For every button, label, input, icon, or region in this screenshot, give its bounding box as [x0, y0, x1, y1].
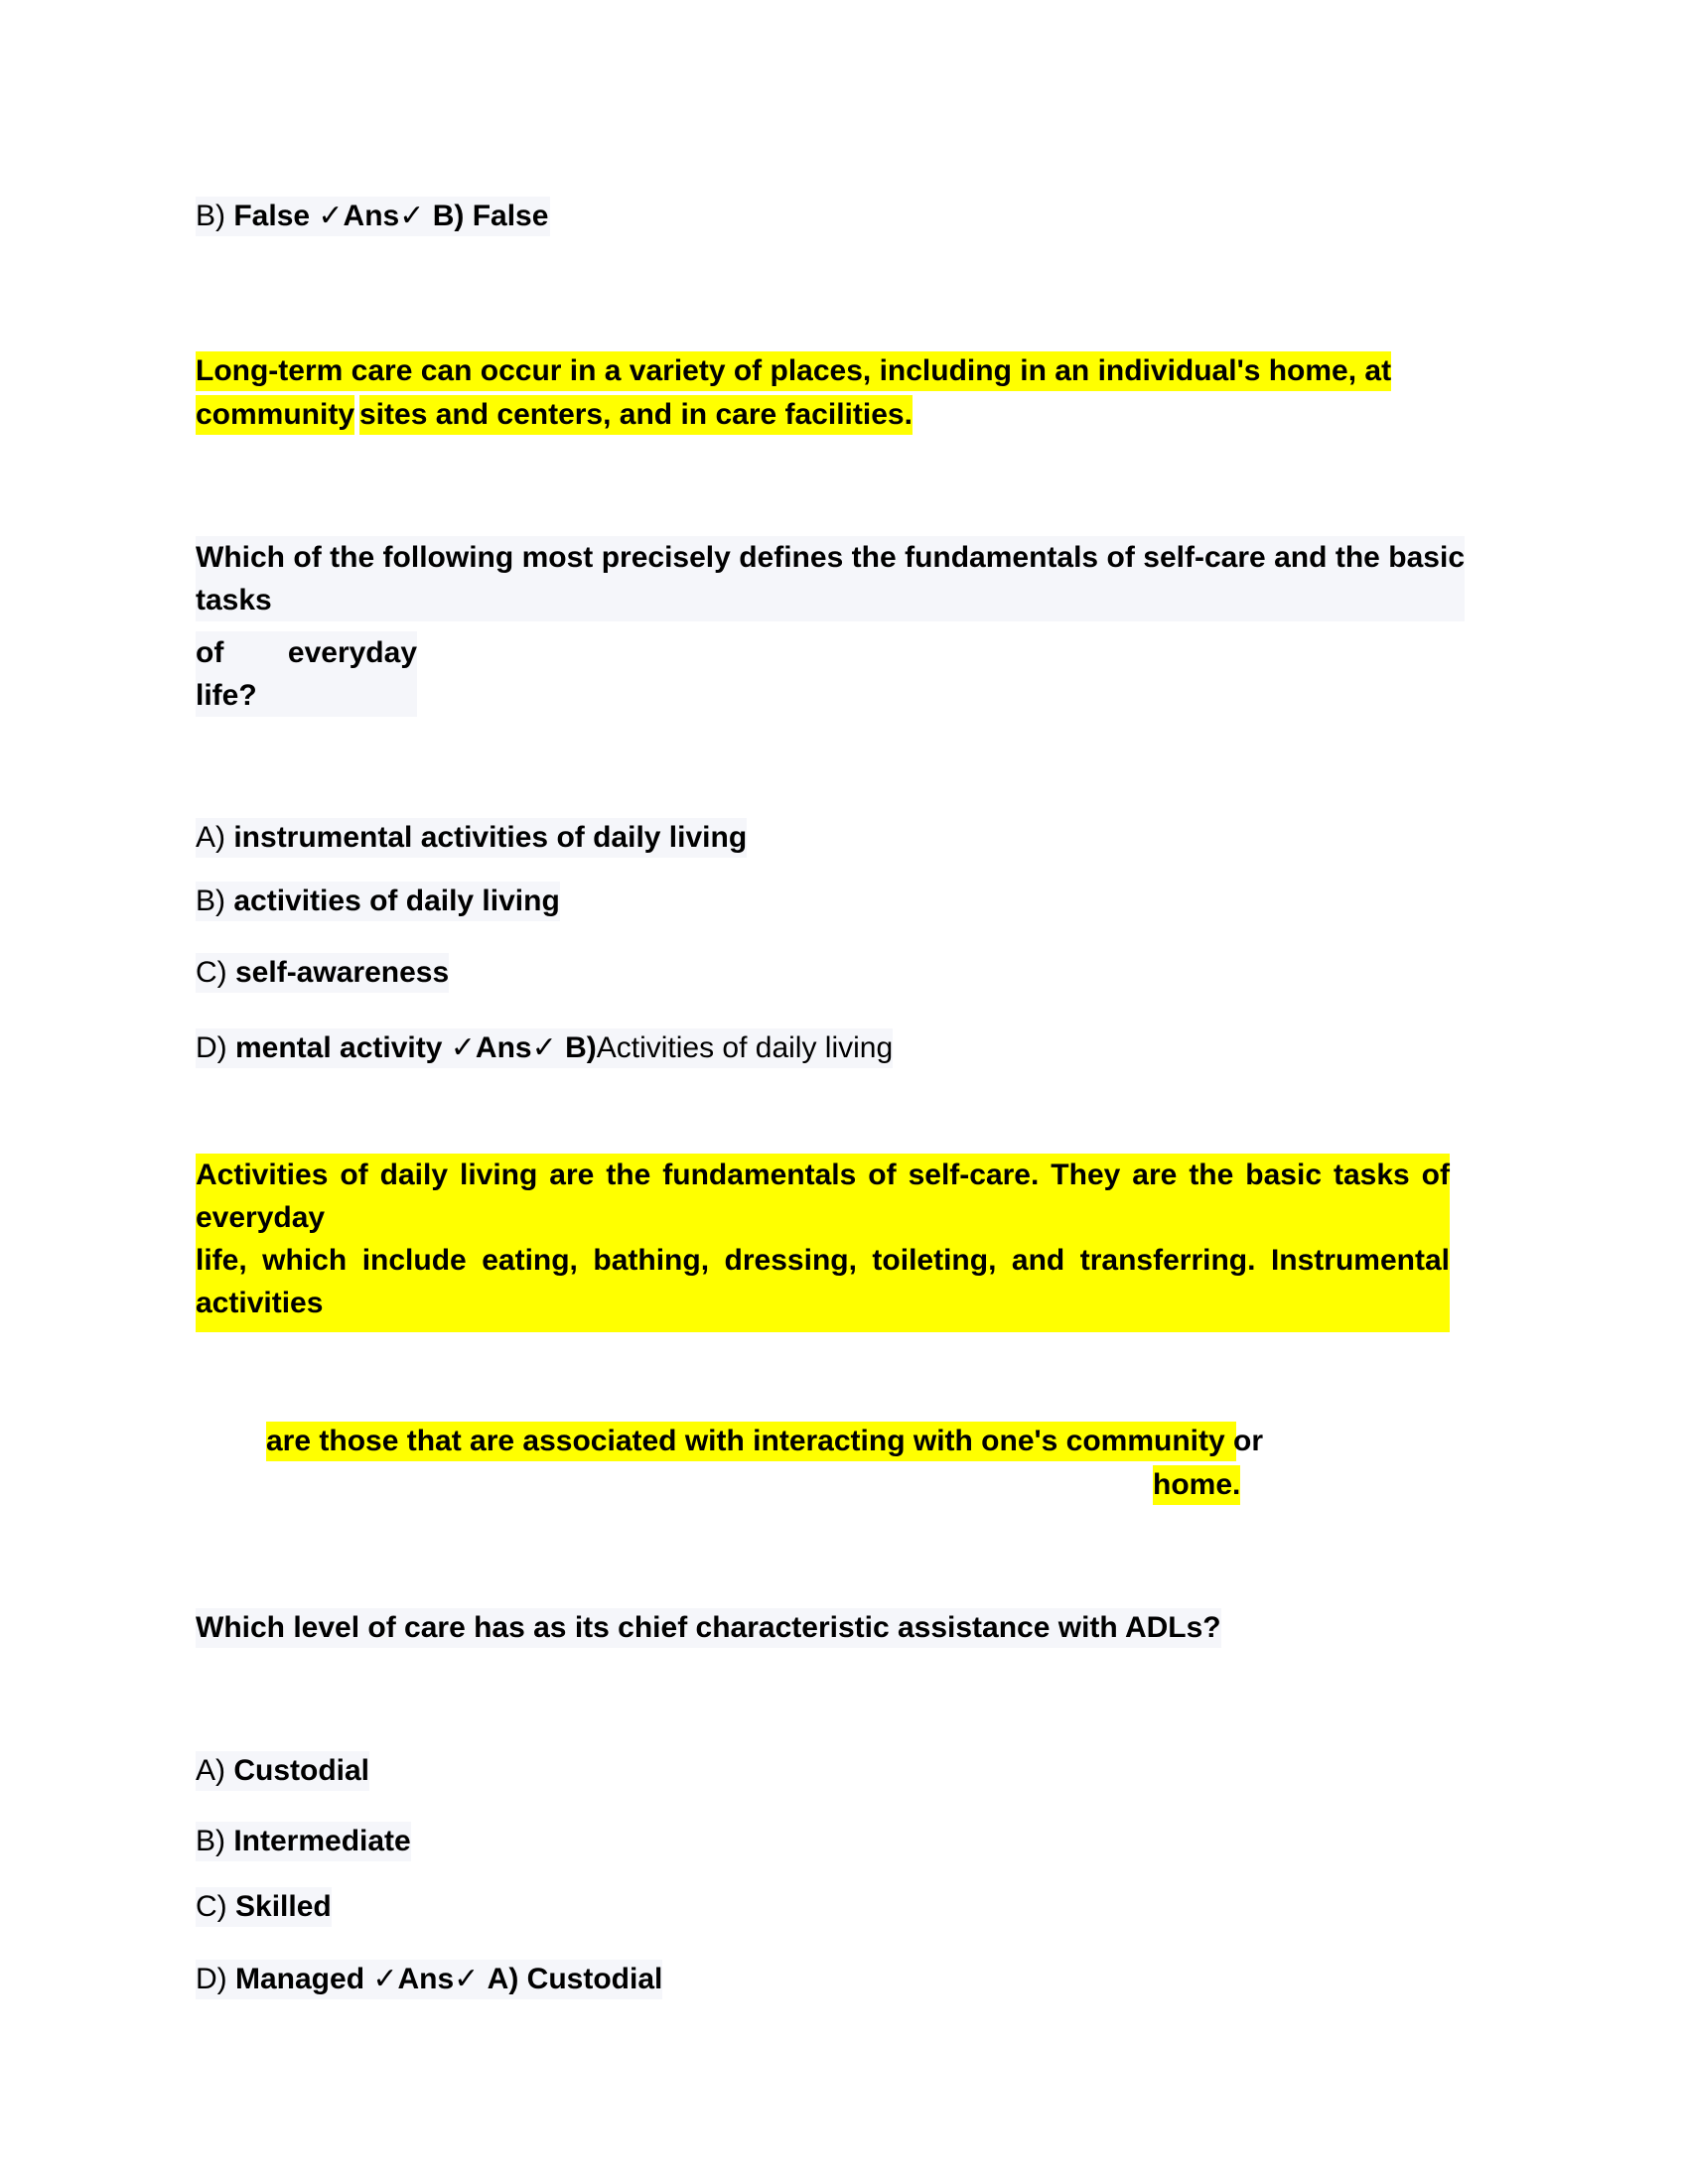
option-label: A) — [196, 821, 225, 854]
question-2-option-b[interactable] — [196, 1822, 411, 1861]
option-text: False — [233, 200, 311, 232]
previous-answer-line — [196, 197, 550, 236]
option-label: B) — [196, 200, 225, 232]
correct-answer-label: B) — [565, 1031, 597, 1064]
question-1-option-d[interactable] — [196, 1028, 893, 1068]
option-label: A) — [196, 1754, 225, 1787]
explanation-adl-line1: Activities of daily living are the fundamentals of self-care. They are the basic tasks of — [196, 1159, 1450, 1191]
correct-answer: B) False — [432, 200, 549, 232]
explanation-adl — [196, 1154, 1450, 1332]
explanation-adl-line3: life, which include eating, bathing, dressing, toileting, and transferring. Instrumental — [196, 1244, 1450, 1277]
answer-marker: ✓Ans✓ — [450, 1031, 557, 1064]
option-label: C) — [196, 956, 227, 989]
explanation-adl-line4: activities — [196, 1287, 324, 1319]
correct-answer-text: Activities of daily living — [596, 1031, 894, 1064]
question-2-option-d[interactable] — [196, 1960, 662, 1999]
question-2-option-a[interactable] — [196, 1751, 369, 1791]
question-1-line2: tasks — [196, 584, 272, 616]
option-text: mental activity — [235, 1031, 443, 1064]
word: everyday — [287, 636, 417, 669]
explanation-adl-line5: are those that are associated with interacting with one's community or — [266, 1422, 1236, 1461]
option-text: instrumental activities of daily living — [233, 821, 748, 854]
word: of — [196, 636, 224, 669]
question-1-line4: life? — [196, 679, 257, 712]
option-label: B) — [196, 885, 225, 917]
option-label: B) — [196, 1825, 225, 1857]
answer-marker: ✓Ans✓ — [318, 200, 425, 232]
explanation-ltc-line2a: community — [196, 395, 354, 435]
answer-marker: ✓Ans✓ — [372, 1963, 480, 1995]
question-1-option-a[interactable] — [196, 818, 747, 858]
question-1-line1: Which of the following most precisely defines the fundamentals of self-care and the basic — [196, 541, 1465, 574]
correct-answer: A) Custodial — [487, 1963, 663, 1995]
question-1-option-c[interactable] — [196, 953, 449, 993]
question-1-option-b[interactable] — [196, 882, 560, 921]
question-1-line3 — [196, 631, 417, 674]
question-1-stem — [196, 536, 1465, 621]
option-text: Skilled — [235, 1890, 332, 1923]
explanation-ltc-line2b: sites and centers, and in care facilities. — [359, 395, 913, 435]
option-text: Intermediate — [233, 1825, 411, 1857]
option-text: self-awareness — [235, 956, 450, 989]
explanation-adl-line6: home. — [1153, 1465, 1240, 1505]
option-text: activities of daily living — [233, 885, 560, 917]
explanation-ltc-line1: Long-term care can occur in a variety of places, including in an individual's home, at — [196, 351, 1391, 391]
question-2-stem: Which level of care has as its chief characteristic assistance with ADLs? — [196, 1608, 1221, 1648]
explanation-adl-line2: everyday — [196, 1201, 326, 1234]
option-label: C) — [196, 1890, 227, 1923]
option-label: D) — [196, 1031, 227, 1064]
option-label: D) — [196, 1963, 227, 1995]
question-2-option-c[interactable] — [196, 1887, 332, 1927]
question-1-stem-cont — [196, 631, 417, 717]
option-text: Managed — [235, 1963, 365, 1995]
option-text: Custodial — [233, 1754, 370, 1787]
